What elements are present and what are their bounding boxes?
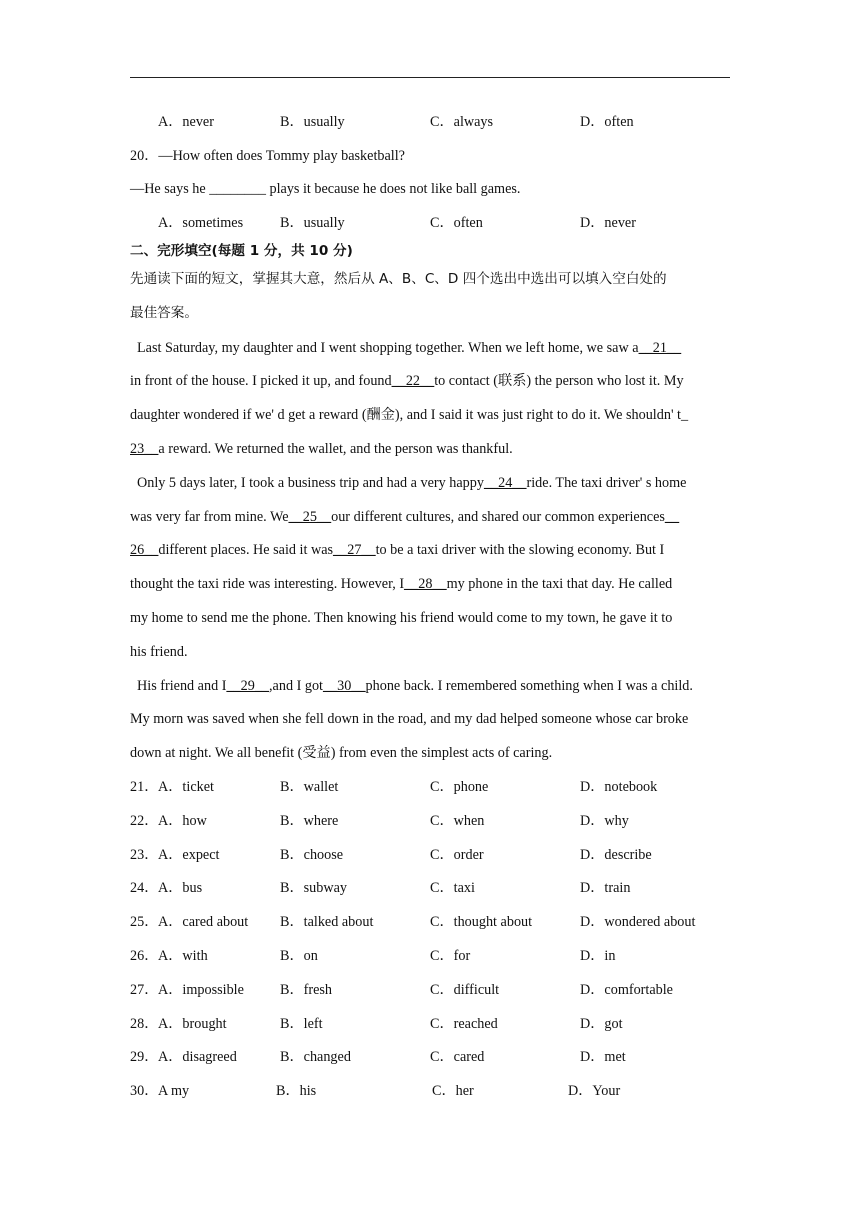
passage-p3-line2: My morn was saved when she fell down in the road, and my dad helped someone whose car broke <box>130 711 689 727</box>
question-number: 26． <box>130 948 159 964</box>
option-a: A my <box>158 1083 190 1100</box>
q19-option-a: A．never <box>158 114 214 130</box>
q19-option-c: C．always <box>430 114 494 130</box>
passage-p2-line2 <box>130 508 679 526</box>
option-b: B．talked about <box>280 914 374 931</box>
option-c: C．cared <box>430 1049 485 1066</box>
question-number: 25． <box>130 914 159 931</box>
option-c: C．order <box>430 846 484 863</box>
passage-p1-line1 <box>137 339 681 357</box>
q20-option-b: B．usually <box>280 215 345 231</box>
passage-p2-line3 <box>130 541 664 559</box>
option-b: B．choose <box>280 846 344 863</box>
option-d: D．why <box>580 812 629 829</box>
q20-stem: 20．—How often does Tommy play basketball? <box>130 148 405 164</box>
option-d: D．in <box>580 948 616 964</box>
text: His friend and I <box>137 678 227 694</box>
option-c: C．for <box>430 948 471 964</box>
option-c: C．difficult <box>430 981 500 998</box>
question-number: 23． <box>130 846 159 863</box>
passage-p1-line2 <box>130 372 684 390</box>
option-d: D．train <box>580 880 631 897</box>
option-b: B．left <box>280 1015 323 1032</box>
text: in front of the house. I picked it up, and found <box>130 373 392 389</box>
option-b: B．his <box>276 1083 317 1100</box>
option-a: A．impossible <box>158 981 244 998</box>
blank-25: __25__ <box>288 509 332 525</box>
text: our different cultures, and shared our common experiences <box>331 509 665 525</box>
blank-29: __29__ <box>226 678 269 694</box>
blank-28: __28__ <box>404 576 447 592</box>
text: my phone in the taxi that day. He called <box>446 576 673 592</box>
passage-p2-line4 <box>130 575 672 593</box>
section2-heading: 二、完形填空(每题 1 分，共 10 分) <box>130 243 353 259</box>
text: thought the taxi ride was interesting. However, I <box>130 576 405 592</box>
text: different places. He said it was <box>158 542 334 558</box>
text: phone back. I remembered something when I was a child. <box>365 678 693 694</box>
option-b: B．on <box>280 948 318 964</box>
text: ride. The taxi driver' s home <box>526 475 687 491</box>
option-c: C．when <box>430 812 485 829</box>
q20-option-c: C．often <box>430 215 483 231</box>
question-number: 21． <box>130 779 159 795</box>
question-number: 27． <box>130 981 159 998</box>
section2-instructions-2: 最佳答案。 <box>130 305 198 321</box>
option-a: A．bus <box>158 880 203 897</box>
blank-27: __27__ <box>333 542 376 558</box>
passage-p1-line3: daughter wondered if we' d get a reward (酬金), and I said it was just right to do it. We shouldn' t_ <box>130 407 689 423</box>
blank-30: __30__ <box>322 678 366 694</box>
passage-p2-line1 <box>137 474 686 492</box>
passage-p3-line1 <box>137 677 693 695</box>
question-number: 24． <box>130 880 159 897</box>
passage-p2-line5: my home to send me the phone. Then knowing his friend would come to my town, he gave it to <box>130 610 673 626</box>
text: ,and I got <box>269 678 323 694</box>
option-a: A．expect <box>158 846 220 863</box>
blank-23: 23__ <box>130 441 159 457</box>
option-c: C．thought about <box>430 914 533 931</box>
header-rule <box>130 77 730 78</box>
option-a: A．ticket <box>158 779 214 795</box>
question-number: 30． <box>130 1083 159 1100</box>
q20-line2: —He says he ________ plays it because he does not like ball games. <box>130 181 521 197</box>
passage-p2-line6: his friend. <box>130 644 188 660</box>
option-c: C．phone <box>430 779 489 795</box>
text: Last Saturday, my daughter and I went shopping together. When we left home, we saw a <box>137 340 639 356</box>
option-b: B．fresh <box>280 981 333 998</box>
option-b: B．changed <box>280 1049 351 1066</box>
question-number: 29． <box>130 1049 159 1066</box>
blank-24: __24__ <box>483 475 527 491</box>
q20-option-d: D．never <box>580 215 636 231</box>
question-number: 28． <box>130 1015 159 1032</box>
passage-p1-line4 <box>130 440 513 458</box>
option-c: C．her <box>432 1083 474 1100</box>
text: to contact (联系) the person who lost it. My <box>434 373 684 389</box>
text: a reward. We returned the wallet, and the person was thankful. <box>158 441 513 457</box>
option-d: D．notebook <box>580 779 658 795</box>
option-d: D．wondered about <box>580 914 696 931</box>
option-a: A．disagreed <box>158 1049 237 1066</box>
option-a: A．brought <box>158 1015 227 1032</box>
text: Only 5 days later, I took a business trip and had a very happy <box>137 475 484 491</box>
option-b: B．where <box>280 812 339 829</box>
q19-option-b: B．usually <box>280 114 345 130</box>
option-b: B．subway <box>280 880 347 897</box>
option-d: D．met <box>580 1049 626 1066</box>
option-d: D．describe <box>580 846 652 863</box>
blank-21: __21__ <box>638 340 682 356</box>
option-c: C．taxi <box>430 880 475 897</box>
option-d: D．got <box>580 1015 623 1032</box>
blank-26-start: __ <box>664 509 680 525</box>
option-b: B．wallet <box>280 779 339 795</box>
option-a: A．how <box>158 812 207 829</box>
option-c: C．reached <box>430 1015 498 1032</box>
blank-22: __22__ <box>391 373 435 389</box>
option-d: D．comfortable <box>580 981 673 998</box>
question-number: 22． <box>130 812 159 829</box>
option-d: D．Your <box>568 1083 621 1100</box>
section2-instructions-1: 先通读下面的短文，掌握其大意，然后从 A、B、C、D 四个选出中选出可以填入空白处的 <box>130 271 667 287</box>
passage-p3-line3: down at night. We all benefit (受益) from even the simplest acts of caring. <box>130 745 553 761</box>
option-a: A．with <box>158 948 208 964</box>
blank-26: 26__ <box>130 542 159 558</box>
q19-option-d: D．often <box>580 114 634 130</box>
q20-option-a: A．sometimes <box>158 215 244 231</box>
option-a: A．cared about <box>158 914 249 931</box>
text: was very far from mine. We <box>130 509 289 525</box>
text: to be a taxi driver with the slowing economy. But I <box>375 542 665 558</box>
